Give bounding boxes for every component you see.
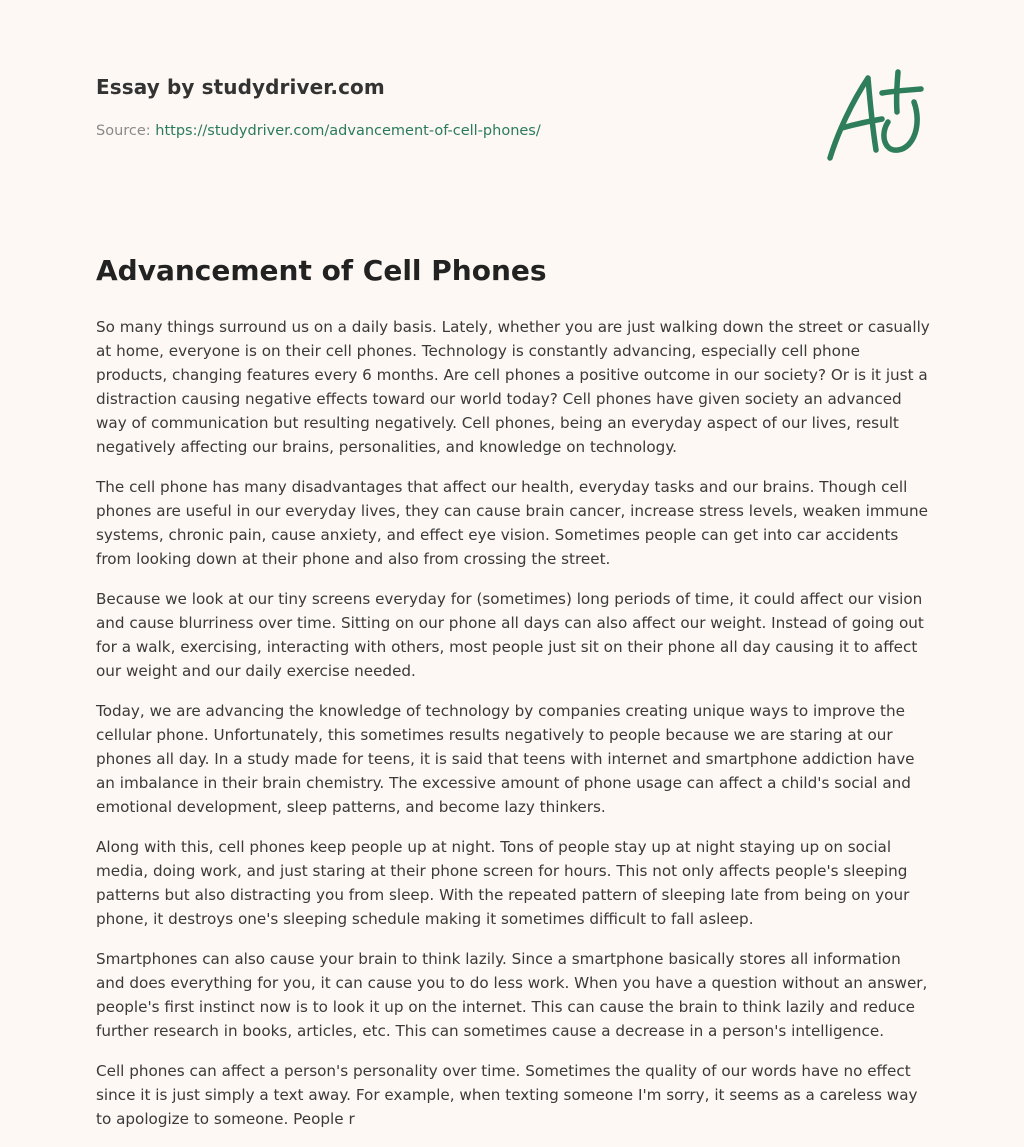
essay-paragraph: So many things surround us on a daily basis. Lately, whether you are just walking down the street or casually at home, everyone is on their cell phones. Technology is constantly advancing, especially cell phone products, changing features every 6 months. Are cell phones a positive outcome in our society? Or is it just a distraction causing negative effects toward our world today? Cell phones have given society an advanced way of communication but resulting negatively. Cell phones, being an everyday aspect of our lives, result negatively affecting our brains, personalities, and knowledge on technology. [96,318,930,456]
source-label: Source: [96,123,151,139]
essay-paragraph: Today, we are advancing the knowledge of technology by companies creating unique ways to improve the cellular phone. Unfortunately, this sometimes results negatively to people because we are staring at our phones all day. In a study made for teens, it is said that teens with internet and smartphone addiction have an imbalance in their brain chemistry. The excessive amount of phone usage can affect a child's social and emotional development, sleep patterns, and become lazy thinkers. [96,702,915,816]
essay-paragraph: Cell phones can affect a person's personality over time. Sometimes the quality of our words have no effect since it is just simply a text away. For example, when texting someone I'm sorry, it seems as a careless way to apologize to someone. People r [96,1062,918,1128]
essay-paragraph: The cell phone has many disadvantages that affect our health, everyday tasks and our brains. Though cell phones are useful in our everyday lives, they can cause brain cancer, increase stress levels, weaken immune systems, chronic pain, cause anxiety, and effect eye vision. Sometimes people can get into car accidents from looking down at their phone and also from crossing the street. [96,478,929,568]
essay-paragraph: Smartphones can also cause your brain to think lazily. Since a smartphone basically stores all information and does everything for you, it can cause you to do less work. When you have a question without an answer, people's first instinct now is to look it up on the internet. This can cause the brain to think lazily and reduce further research in books, articles, etc. This can sometimes cause a decrease in a person's intelligence. [96,950,928,1040]
essay-body [96,315,930,1147]
essay-title: Advancement of Cell Phones [96,254,547,287]
source-link[interactable]: https://studydriver.com/advancement-of-cell-phones/ [155,123,541,139]
essay-paragraph: Along with this, cell phones keep people up at night. Tons of people stay up at night staying up on social media, doing work, and just staring at their phone screen for hours. This not only affects people's sleeping patterns but also distracting you from sleep. With the repeated pattern of sleeping late from being on your phone, it destroys one's sleeping schedule making it sometimes difficult to fall asleep. [96,838,910,928]
essay-paragraph: Because we look at our tiny screens everyday for (sometimes) long periods of time, it could affect our vision and cause blurriness over time. Sitting on our phone all days can also affect our weight. Instead of going out for a walk, exercising, interacting with others, most people just sit on their phone all day causing it to affect our weight and our daily exercise needed. [96,590,924,680]
site-title: Essay by studydriver.com [96,75,385,99]
a-plus-grade-logo [826,66,926,166]
source-line [96,123,541,139]
